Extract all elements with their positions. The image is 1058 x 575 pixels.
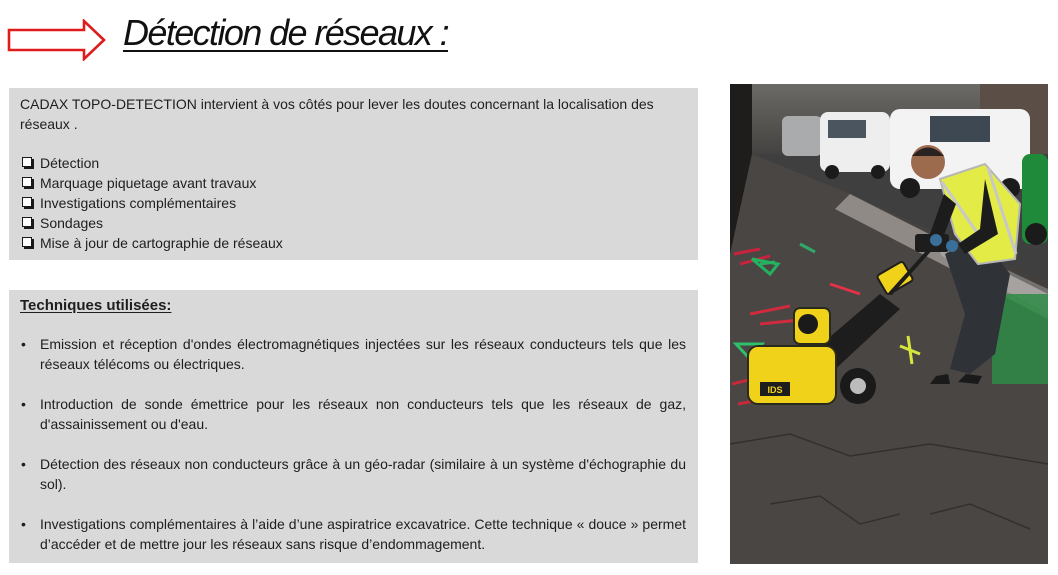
list-item <box>20 454 686 494</box>
service-label: Mise à jour de cartographie de réseaux <box>40 235 283 251</box>
bullet-icon: • <box>21 396 26 412</box>
checkbox-icon <box>22 217 32 227</box>
checkbox-icon <box>22 157 32 167</box>
bullet-icon: • <box>21 336 26 352</box>
list-item <box>20 514 686 554</box>
intro-text: CADAX TOPO-DETECTION intervient à vos côtés pour lever les doutes concernant la localisation des réseaux . <box>20 96 654 132</box>
list-item <box>20 193 688 213</box>
bullet-icon: • <box>21 516 26 532</box>
service-label: Marquage piquetage avant travaux <box>40 175 257 191</box>
bullet-icon: • <box>21 456 26 472</box>
list-item <box>20 153 688 173</box>
techniques-heading: Techniques utilisées: <box>20 297 172 314</box>
service-label: Investigations complémentaires <box>40 195 237 211</box>
list-item <box>20 334 686 374</box>
page-title: Détection de réseaux : <box>123 12 449 53</box>
intro-box <box>9 88 698 260</box>
list-item <box>20 173 688 193</box>
checkbox-icon <box>22 237 32 247</box>
technique-text: Emission et réception d'ondes électromagnétiques injectées sur les réseaux conducteurs tels que les réseaux télécoms ou électriques. <box>40 336 686 372</box>
service-label: Détection <box>40 155 100 171</box>
techniques-list <box>20 334 686 554</box>
list-item <box>20 213 688 233</box>
technique-text: Introduction de sonde émettrice pour les réseaux non conducteurs tels que les réseaux de gaz, d'assainissement ou d'eau. <box>40 396 686 432</box>
checkbox-icon <box>22 177 32 187</box>
technique-text: Investigations complémentaires à l’aide d’une aspiratrice excavatrice. Cette technique « douce » permet d’accéder et de mettre jour les réseaux sans risque d’endommagement. <box>40 516 686 552</box>
right-arrow-icon <box>6 19 106 61</box>
service-label: Sondages <box>40 215 104 231</box>
services-list <box>20 153 688 253</box>
list-item <box>20 233 688 253</box>
checkbox-icon <box>22 197 32 207</box>
techniques-box <box>9 290 698 563</box>
device-label: IDS <box>767 385 783 395</box>
list-item <box>20 394 686 434</box>
technique-text: Détection des réseaux non conducteurs grâce à un géo-radar (similaire à un système d'échographie du sol). <box>40 456 686 492</box>
field-photo <box>730 84 1048 564</box>
